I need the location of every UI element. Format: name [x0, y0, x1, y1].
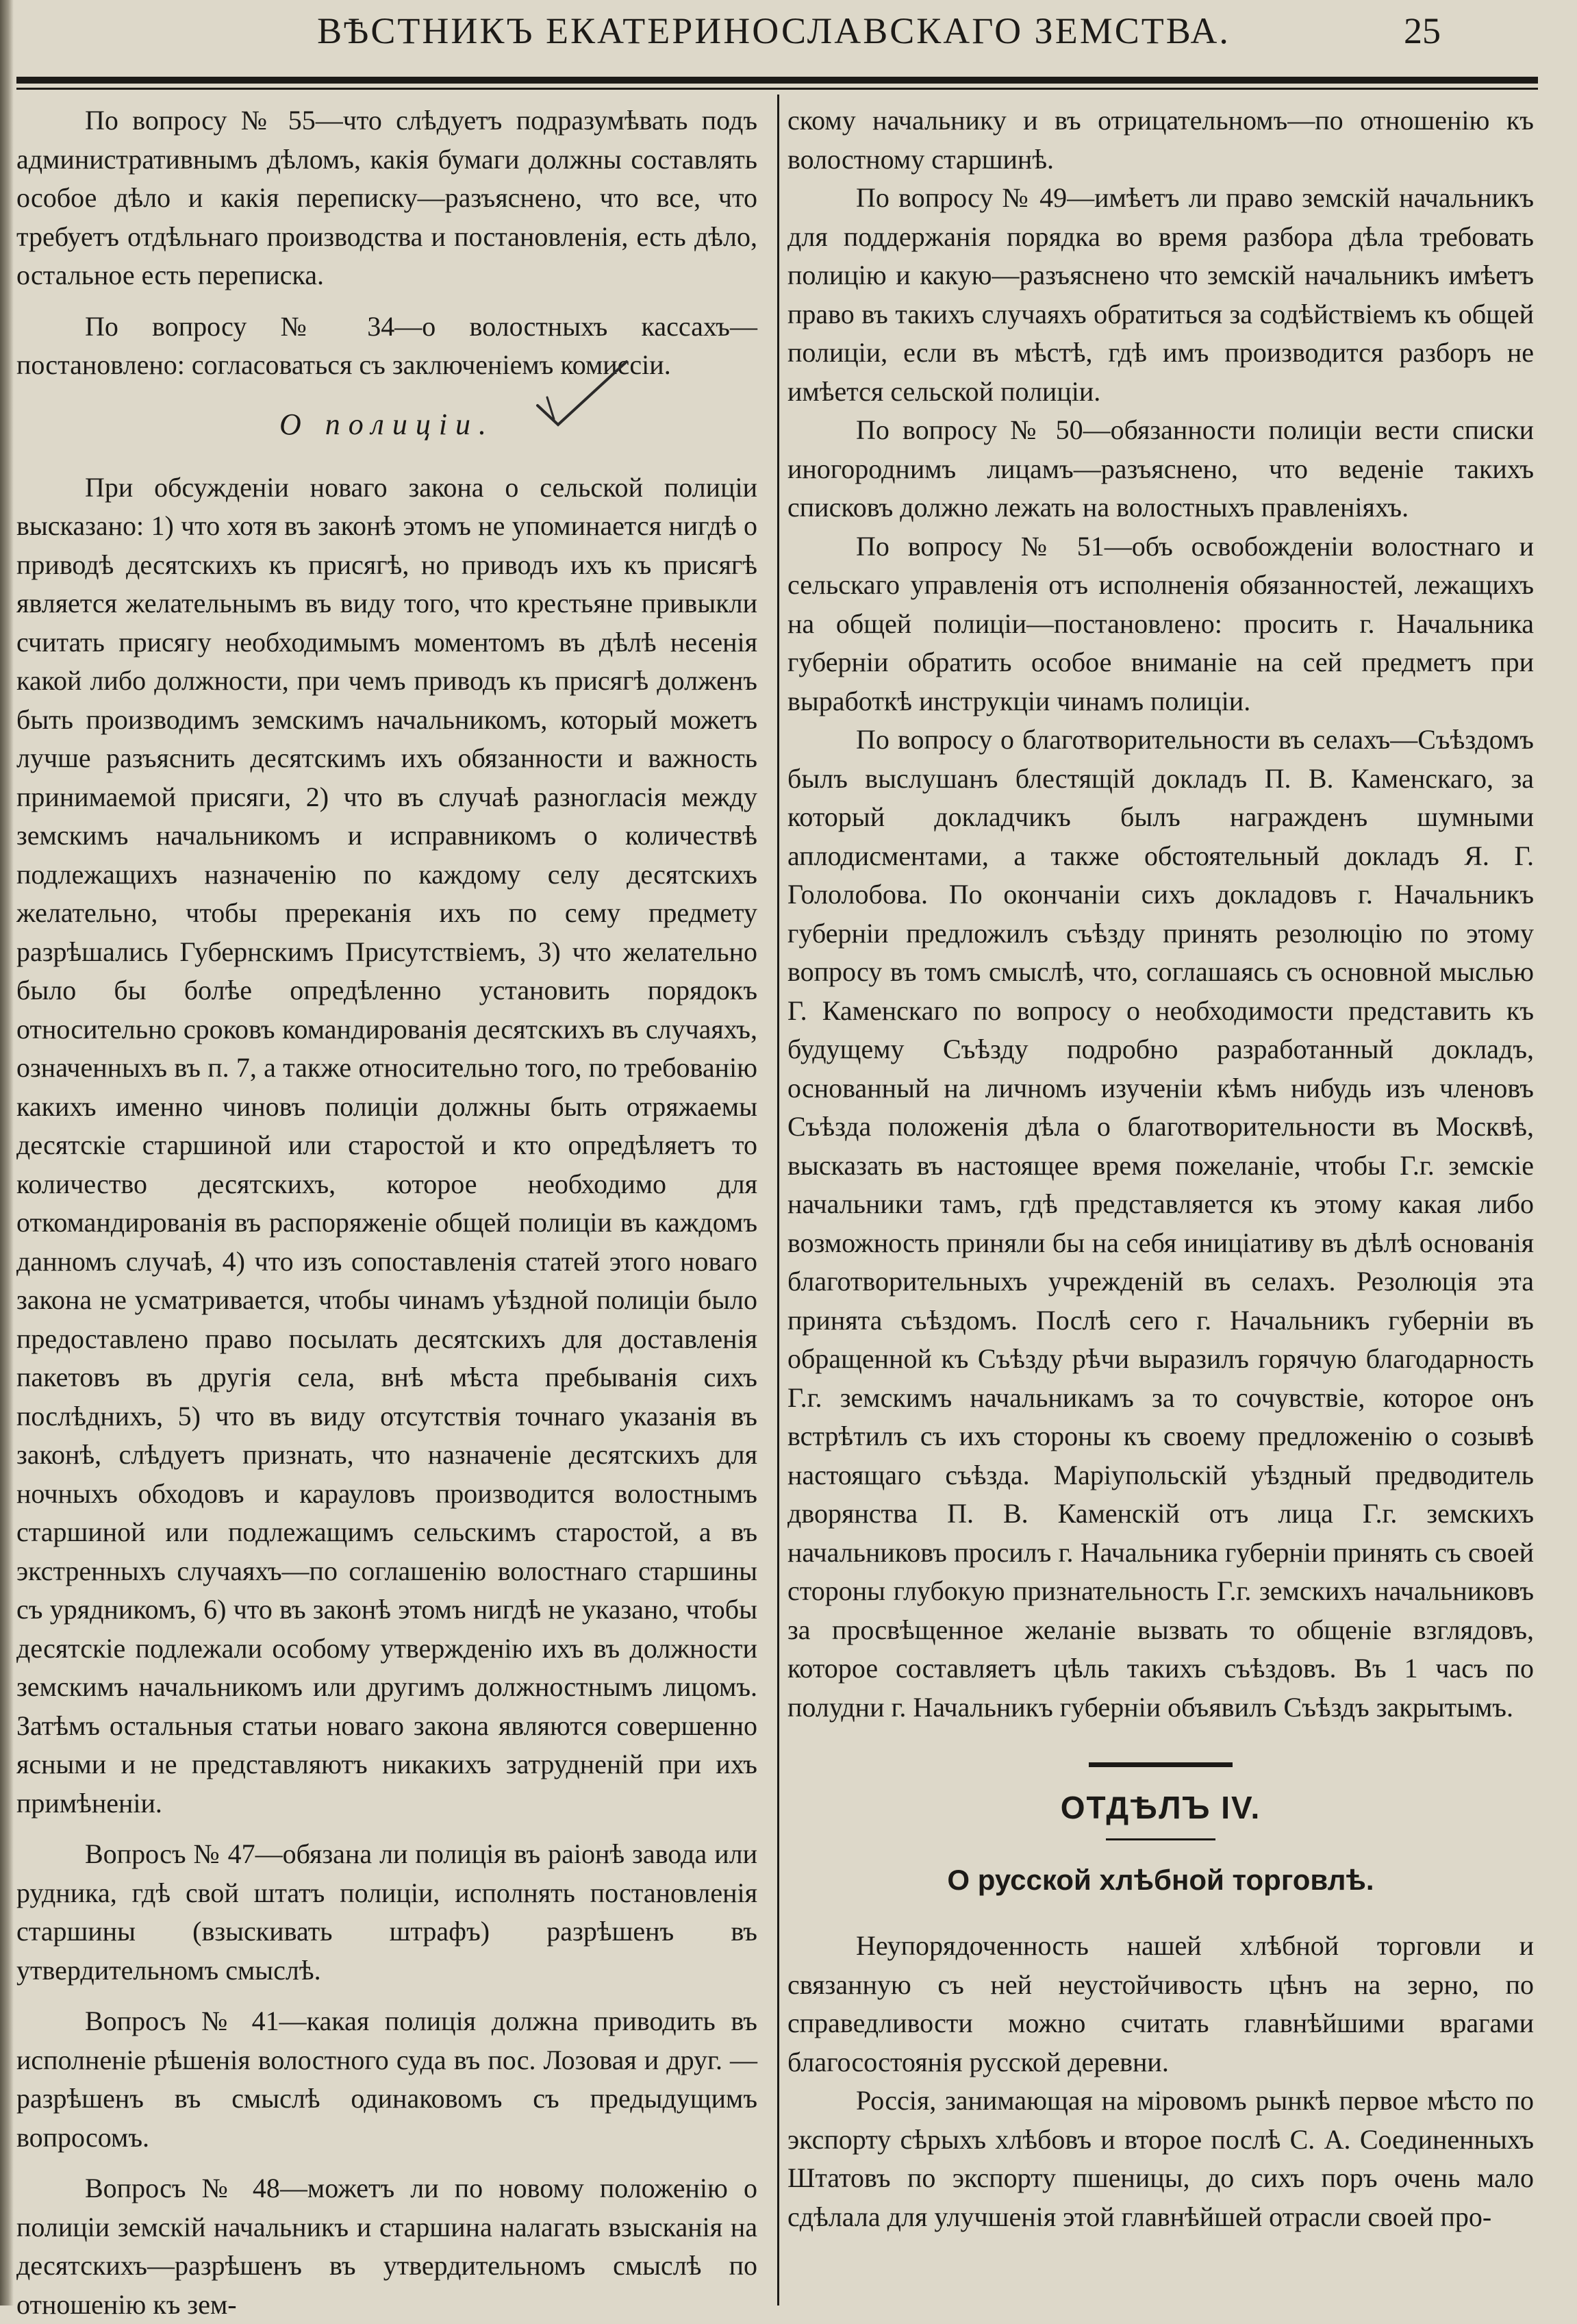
paragraph-question-50: По вопросу № 50—обязанности полиціи вести списки иногороднимъ лицамъ—разъяснено, что веденіе такихъ списковъ должно лежать на волостныхъ правленіяхъ.	[787, 414, 1534, 523]
section-heading: ОТДѢЛЪ IV.	[1060, 1790, 1261, 1825]
section-heading-rule	[1106, 1838, 1215, 1840]
book-spine-shadow	[0, 0, 14, 2306]
page-number: 25	[1404, 10, 1441, 51]
right-column	[787, 101, 1534, 2236]
paragraph-russia-export: Россія, занимающая на міровомъ рынкѣ первое мѣсто по экспорту сѣрыхъ хлѣбовъ и второе послѣ С. А. Соединенныхъ Штатовъ по экспорту пшеницы, до сихъ поръ очень мало сдѣлала для улучшенія этой главнѣйшей отрасли своей про-	[787, 2085, 1534, 2232]
paragraph-grain-trade-intro: Неупорядоченность нашей хлѣбной торговли и связанную съ ней неустойчивость цѣнъ на зерно, по справедливости можно считать главнѣйшими врагами благосостоянія русской деревни.	[787, 1930, 1534, 2077]
paragraph-question-47: Вопросъ № 47—обязана ли полиція въ раіонѣ завода или рудника, гдѣ свой штатъ полиціи, исполнять постановленія старшины (взыскивать штрафъ) разрѣшенъ въ утвердительномъ смыслѣ.	[16, 1838, 757, 1986]
journal-title: ВѢСТНИКЪ ЕКАТЕРИНОСЛАВСКАГО ЗЕМСТВА.	[317, 10, 1231, 51]
page-header	[0, 0, 1577, 82]
section-divider-bar	[1089, 1762, 1233, 1767]
paragraph-question-51: По вопросу № 51—объ освобожденіи волостнаго и сельскаго управленія отъ исполненія обязанностей, лежащихъ на общей полиціи—постановлено: просить г. Начальника губерніи обратить особое вниманіе на сей предметъ при выработкѣ инструкціи чинамъ полиціи.	[787, 530, 1534, 716]
column-divider	[777, 95, 779, 2306]
left-column	[16, 101, 757, 2324]
section-title-police: О полиціи.	[279, 407, 495, 441]
paragraph-charity: По вопросу о благотворительности въ селахъ—Съѣздомъ былъ выслушанъ блестящій докладъ П. В. Каменскаго, за который докладчикъ былъ награжденъ шумными аплодисментами, а также обстоятельный докладъ Я. Г. Гололобова. По окончаніи сихъ докладовъ г. Начальникъ губерніи предложилъ съѣзду принять резолюцію по этому вопросу въ томъ смыслѣ, что, соглашаясь съ основной мыслью Г. Каменскаго по вопросу о необходимости представить къ будущему Съѣзду подробно разработанный докладъ, основанный на личномъ изученіи кѣмъ нибудь изъ членовъ Съѣзда положенія дѣла о благотворительности въ Москвѣ, высказать въ настоящее время пожеланіе, чтобы Г.г. земскіе начальники тамъ, гдѣ представляется къ этому какая либо возможность приняли бы на себя иниціативу въ дѣлѣ основанія благотворительныхъ учрежденій въ селахъ. Резолюція эта принята съѣздомъ. Послѣ сего г. Начальникъ губерніи въ обращенной къ Съѣзду рѣчи выразилъ горячую благодарность Г.г. земскимъ начальникамъ за то сочувствіе, которое онъ встрѣтилъ съ ихъ стороны къ своему предложенію о созывѣ настоящаго съѣзда. Маріупольскій уѣздный предводитель дворянства П. В. Каменскій отъ лица Г.г. земскихъ начальниковъ просилъ г. Начальника губерніи принять съ своей стороны глубокую признательность Г.г. земскихъ начальниковъ за просвѣщенное желаніе вызвать то общеніе взглядовъ, которое составляетъ цѣль такихъ съѣздовъ. Въ 1 часъ по полудни г. Начальникъ губерніи объявилъ Съѣздъ закрытымъ.	[787, 724, 1534, 1723]
header-rule-thick	[16, 77, 1538, 84]
paragraph-question-41: Вопросъ № 41—какая полиція должна приводить въ исполненіе рѣшенія волостного суда въ пос. Лозовая и друг. —разрѣшенъ въ смыслѣ одинаковомъ съ предыдущимъ вопросомъ.	[16, 2006, 757, 2153]
paragraph-question-48: Вопросъ № 48—можетъ ли по новому положенію о полиціи земскій начальникъ и старшина налагать взысканія на десятскихъ—разрѣшенъ въ утвердительномъ смыслѣ по отношенію къ зем-	[16, 2173, 757, 2320]
article-title: О русской хлѣбной торговлѣ.	[947, 1864, 1374, 1896]
paragraph-question-55: По вопросу № 55—что слѣдуетъ подразумѣвать подъ административнымъ дѣломъ, какія бумаги должны составлять особое дѣло и какія переписку—разъяснено, что все, что требуетъ отдѣльнаго производства и постановленія, есть дѣло, остальное есть переписка.	[16, 105, 757, 290]
paragraph-continuation: скому начальнику и въ отрицательномъ—по отношенію къ волостному старшинѣ.	[787, 105, 1534, 175]
paragraph-question-49: По вопросу № 49—имѣетъ ли право земскій начальникъ для поддержанія порядка во время разбора дѣла требовать полицію и какую—разъяснено что земскій начальникъ имѣетъ право въ такихъ случаяхъ обратиться за содѣйствіемъ къ общей полиціи, если въ мѣстѣ, гдѣ имъ производится разборъ не имѣется сельской полиціи.	[787, 182, 1534, 407]
paragraph-police-law: При обсужденіи новаго закона о сельской полиціи высказано: 1) что хотя въ законѣ этомъ не упоминается нигдѣ о приводѣ десятскихъ къ присягѣ, но приводъ ихъ къ присягѣ является желательнымъ въ виду того, что крестьяне привыкли считать присягу необходимымъ моментомъ въ дѣлѣ несенія какой либо должности, при чемъ приводъ къ присягѣ долженъ быть производимъ земскимъ начальникомъ, который можетъ лучше разъяснить десятскимъ ихъ обязанности и важность принимаемой присяги, 2) что въ случаѣ разногласія между земскимъ начальникомъ и исправникомъ о количествѣ подлежащихъ назначенію по каждому селу десятскихъ желательно, чтобы пререканія ихъ по сему предмету разрѣшались Губернскимъ Присутствіемъ, 3) что желательно было бы болѣе опредѣленно установить порядокъ относительно сроковъ командированія десятскихъ въ случаяхъ, означенныхъ въ п. 7, а также относительно того, по требованію какихъ именно чиновъ полиціи должны быть отряжаемы десятскіе старшиной или старостой и кто опредѣляетъ то количество десятскихъ, которое необходимо для откомандированія въ распоряженіе общей полиціи въ каждомъ данномъ случаѣ, 4) что изъ сопоставленія статей этого новаго закона не усматривается, чтобы чинамъ уѣздной полиціи было предоставлено право посылать десятскихъ для доставленія пакетовъ въ другія села, внѣ мѣста пребыванія сихъ послѣднихъ, 5) что въ виду отсутствія точнаго указанія въ законѣ, слѣдуетъ признать, что назначеніе десятскихъ для ночныхъ обходовъ и карауловъ производится волостнымъ старшиной или подлежащимъ сельскимъ старостой, а въ экстренныхъ случаяхъ—по соглашенію волостнаго старшины съ урядникомъ, 6) что въ законѣ этомъ нигдѣ не указано, чтобы десятскіе подлежали особому утвержденію ихъ въ должности земскимъ начальникомъ или другимъ должностнымъ лицомъ. Затѣмъ остальныя статьи новаго закона являются совершенно ясными и не представляютъ никакихъ затрудненій при ихъ примѣненіи.	[16, 471, 757, 1819]
header-rule-thin	[16, 88, 1538, 90]
pencil-checkmark-icon	[531, 356, 633, 432]
paragraph-question-34: По вопросу № 34—о волостныхъ кассахъ—постановлено: согласоваться съ заключеніемъ комиссіи.	[16, 310, 757, 380]
